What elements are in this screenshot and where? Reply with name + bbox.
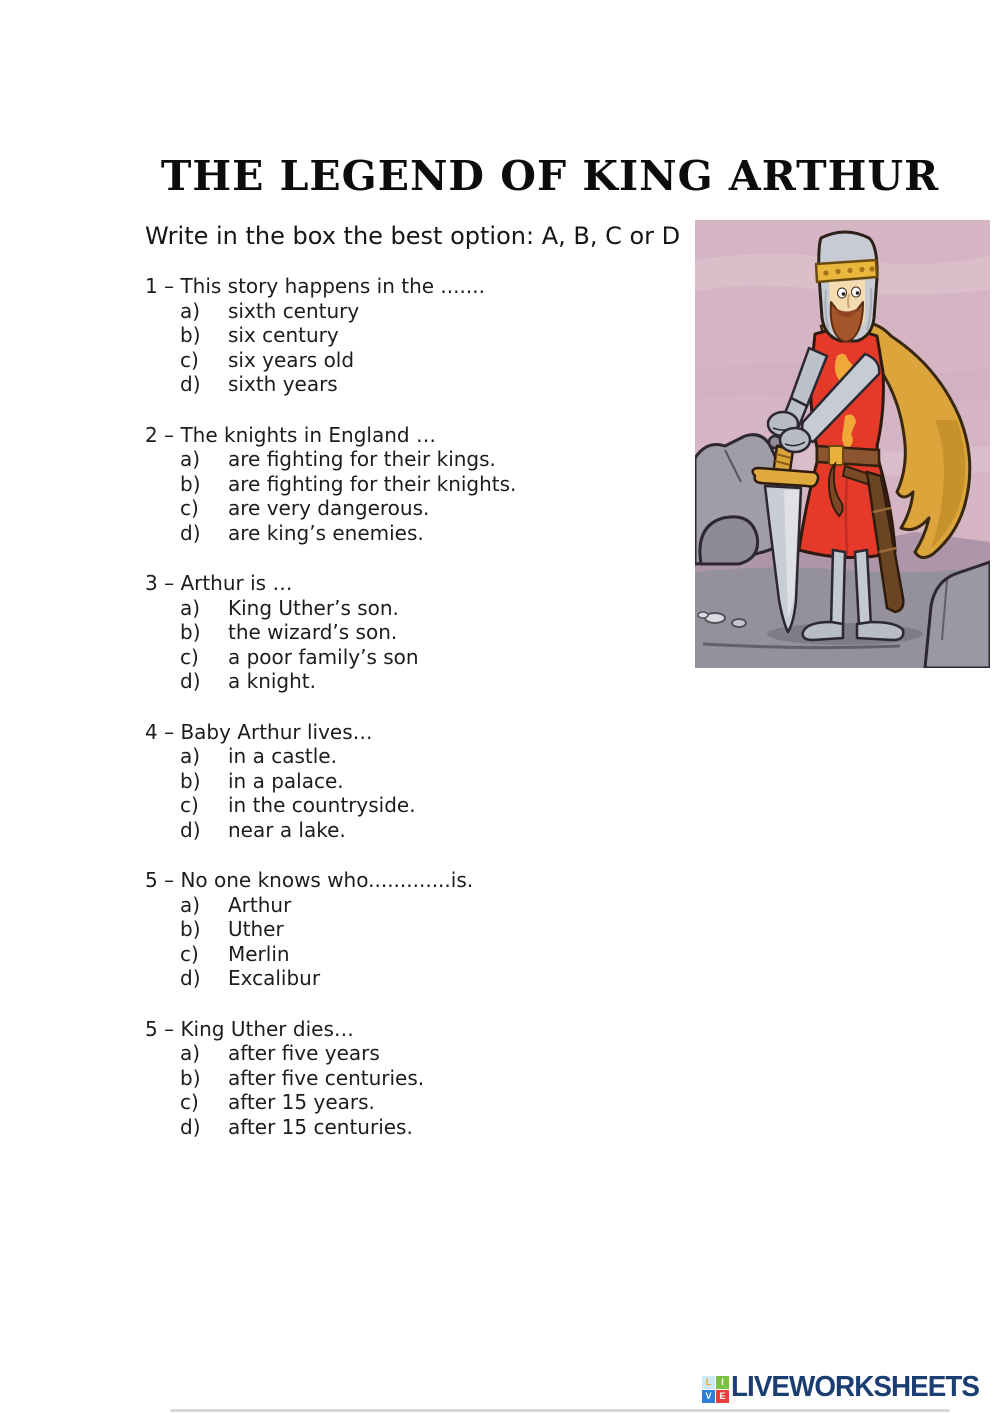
option-letter: a) (180, 1041, 201, 1065)
question-prompt: 5 – No one knows who.............is. (145, 868, 474, 892)
option-row (180, 769, 710, 794)
option-letter: a) (180, 447, 201, 471)
option-row (180, 793, 710, 818)
option-row (180, 966, 710, 991)
question-prompt: 4 – Baby Arthur lives… (145, 719, 373, 744)
question-prompt: 2 – The knights in England … (145, 422, 436, 447)
head (816, 232, 877, 342)
option-text: near a lake. (228, 817, 346, 842)
option-row (180, 348, 710, 373)
option-row (180, 1066, 710, 1091)
question-prompt: 1 – This story happens in the ....... (145, 274, 485, 298)
option-letter: b) (180, 620, 201, 644)
option-text: sixth years (228, 372, 338, 396)
question-1 (145, 274, 710, 397)
option-letter: c) (180, 941, 199, 966)
option-row (180, 893, 710, 918)
option-text: in the countryside. (228, 793, 416, 817)
question-3 (145, 571, 710, 694)
instruction-text: Write in the box the best option: A, B, C or D (145, 222, 681, 250)
option-text: are king’s enemies. (228, 520, 424, 545)
option-letter: b) (180, 1065, 201, 1090)
question-list (145, 221, 710, 1165)
option-letter: d) (180, 817, 201, 842)
option-letter: a) (180, 892, 201, 917)
question-prompt: 5 – King Uther dies… (145, 1016, 354, 1041)
option-row (180, 1090, 710, 1115)
option-row (180, 521, 710, 546)
option-row (180, 496, 710, 521)
option-row (180, 669, 710, 694)
option-letter: c) (180, 496, 199, 520)
option-row (180, 1041, 710, 1066)
king-arthur-illustration (695, 220, 990, 668)
option-text: after five years (228, 1041, 380, 1065)
option-row (180, 372, 710, 397)
option-letter: a) (180, 298, 201, 323)
option-text: six years old (228, 347, 355, 372)
liveworksheets-logo[interactable] (702, 1372, 989, 1403)
option-text: Uther (228, 917, 284, 941)
logo-tile-v: V (702, 1390, 715, 1403)
option-letter: d) (180, 1114, 201, 1139)
option-row (180, 645, 710, 670)
option-letter: c) (180, 347, 199, 372)
option-text: six century (228, 323, 339, 347)
option-letter: b) (180, 471, 201, 496)
option-text: Merlin (228, 941, 290, 966)
option-letter: c) (180, 644, 199, 669)
option-letter: a) (180, 595, 201, 620)
question-prompt: 3 – Arthur is … (145, 571, 293, 595)
option-letter: b) (180, 917, 201, 941)
option-letter: b) (180, 323, 201, 347)
option-row (180, 1115, 710, 1140)
option-text: after 15 centuries. (228, 1114, 413, 1139)
option-letter: b) (180, 768, 201, 793)
liveworksheets-tiles-icon (702, 1376, 729, 1403)
option-text: Excalibur (228, 966, 321, 990)
option-text: after 15 years. (228, 1090, 375, 1114)
logo-tile-e: E (716, 1390, 729, 1403)
option-text: are very dangerous. (228, 496, 430, 520)
question-4 (145, 720, 710, 843)
option-letter: c) (180, 793, 199, 817)
option-text: in a palace. (228, 768, 344, 793)
option-row (180, 472, 710, 497)
option-letter: d) (180, 372, 201, 396)
option-text: a knight. (228, 669, 316, 693)
logo-tile-l: L (702, 1376, 715, 1389)
page-title: THE LEGEND OF KING ARTHUR (160, 152, 940, 200)
option-row (180, 323, 710, 348)
question-5 (145, 868, 710, 991)
option-row (180, 818, 710, 843)
option-text: after five centuries. (228, 1065, 425, 1090)
logo-tile-i: I (716, 1376, 729, 1389)
option-text: King Uther’s son. (228, 595, 399, 620)
option-text: Arthur (228, 892, 292, 917)
option-row (180, 299, 710, 324)
option-row (180, 620, 710, 645)
option-letter: d) (180, 966, 201, 990)
option-row (180, 744, 710, 769)
option-letter: d) (180, 520, 201, 545)
option-row (180, 596, 710, 621)
option-row (180, 447, 710, 472)
liveworksheets-wordmark: LIVEWORKSHEETS (731, 1371, 979, 1403)
question-2 (145, 423, 710, 546)
option-text: a poor family’s son (228, 644, 419, 669)
option-text: are fighting for their kings. (228, 447, 496, 471)
option-letter: c) (180, 1090, 199, 1114)
next-page-edge (170, 1409, 950, 1412)
option-letter: d) (180, 669, 201, 693)
option-row (180, 942, 710, 967)
option-text: sixth century (228, 298, 360, 323)
option-text: the wizard’s son. (228, 620, 398, 644)
question-6 (145, 1017, 710, 1140)
option-text: are fighting for their knights. (228, 471, 517, 496)
option-row (180, 917, 710, 942)
option-text: in a castle. (228, 744, 337, 768)
option-letter: a) (180, 744, 201, 768)
